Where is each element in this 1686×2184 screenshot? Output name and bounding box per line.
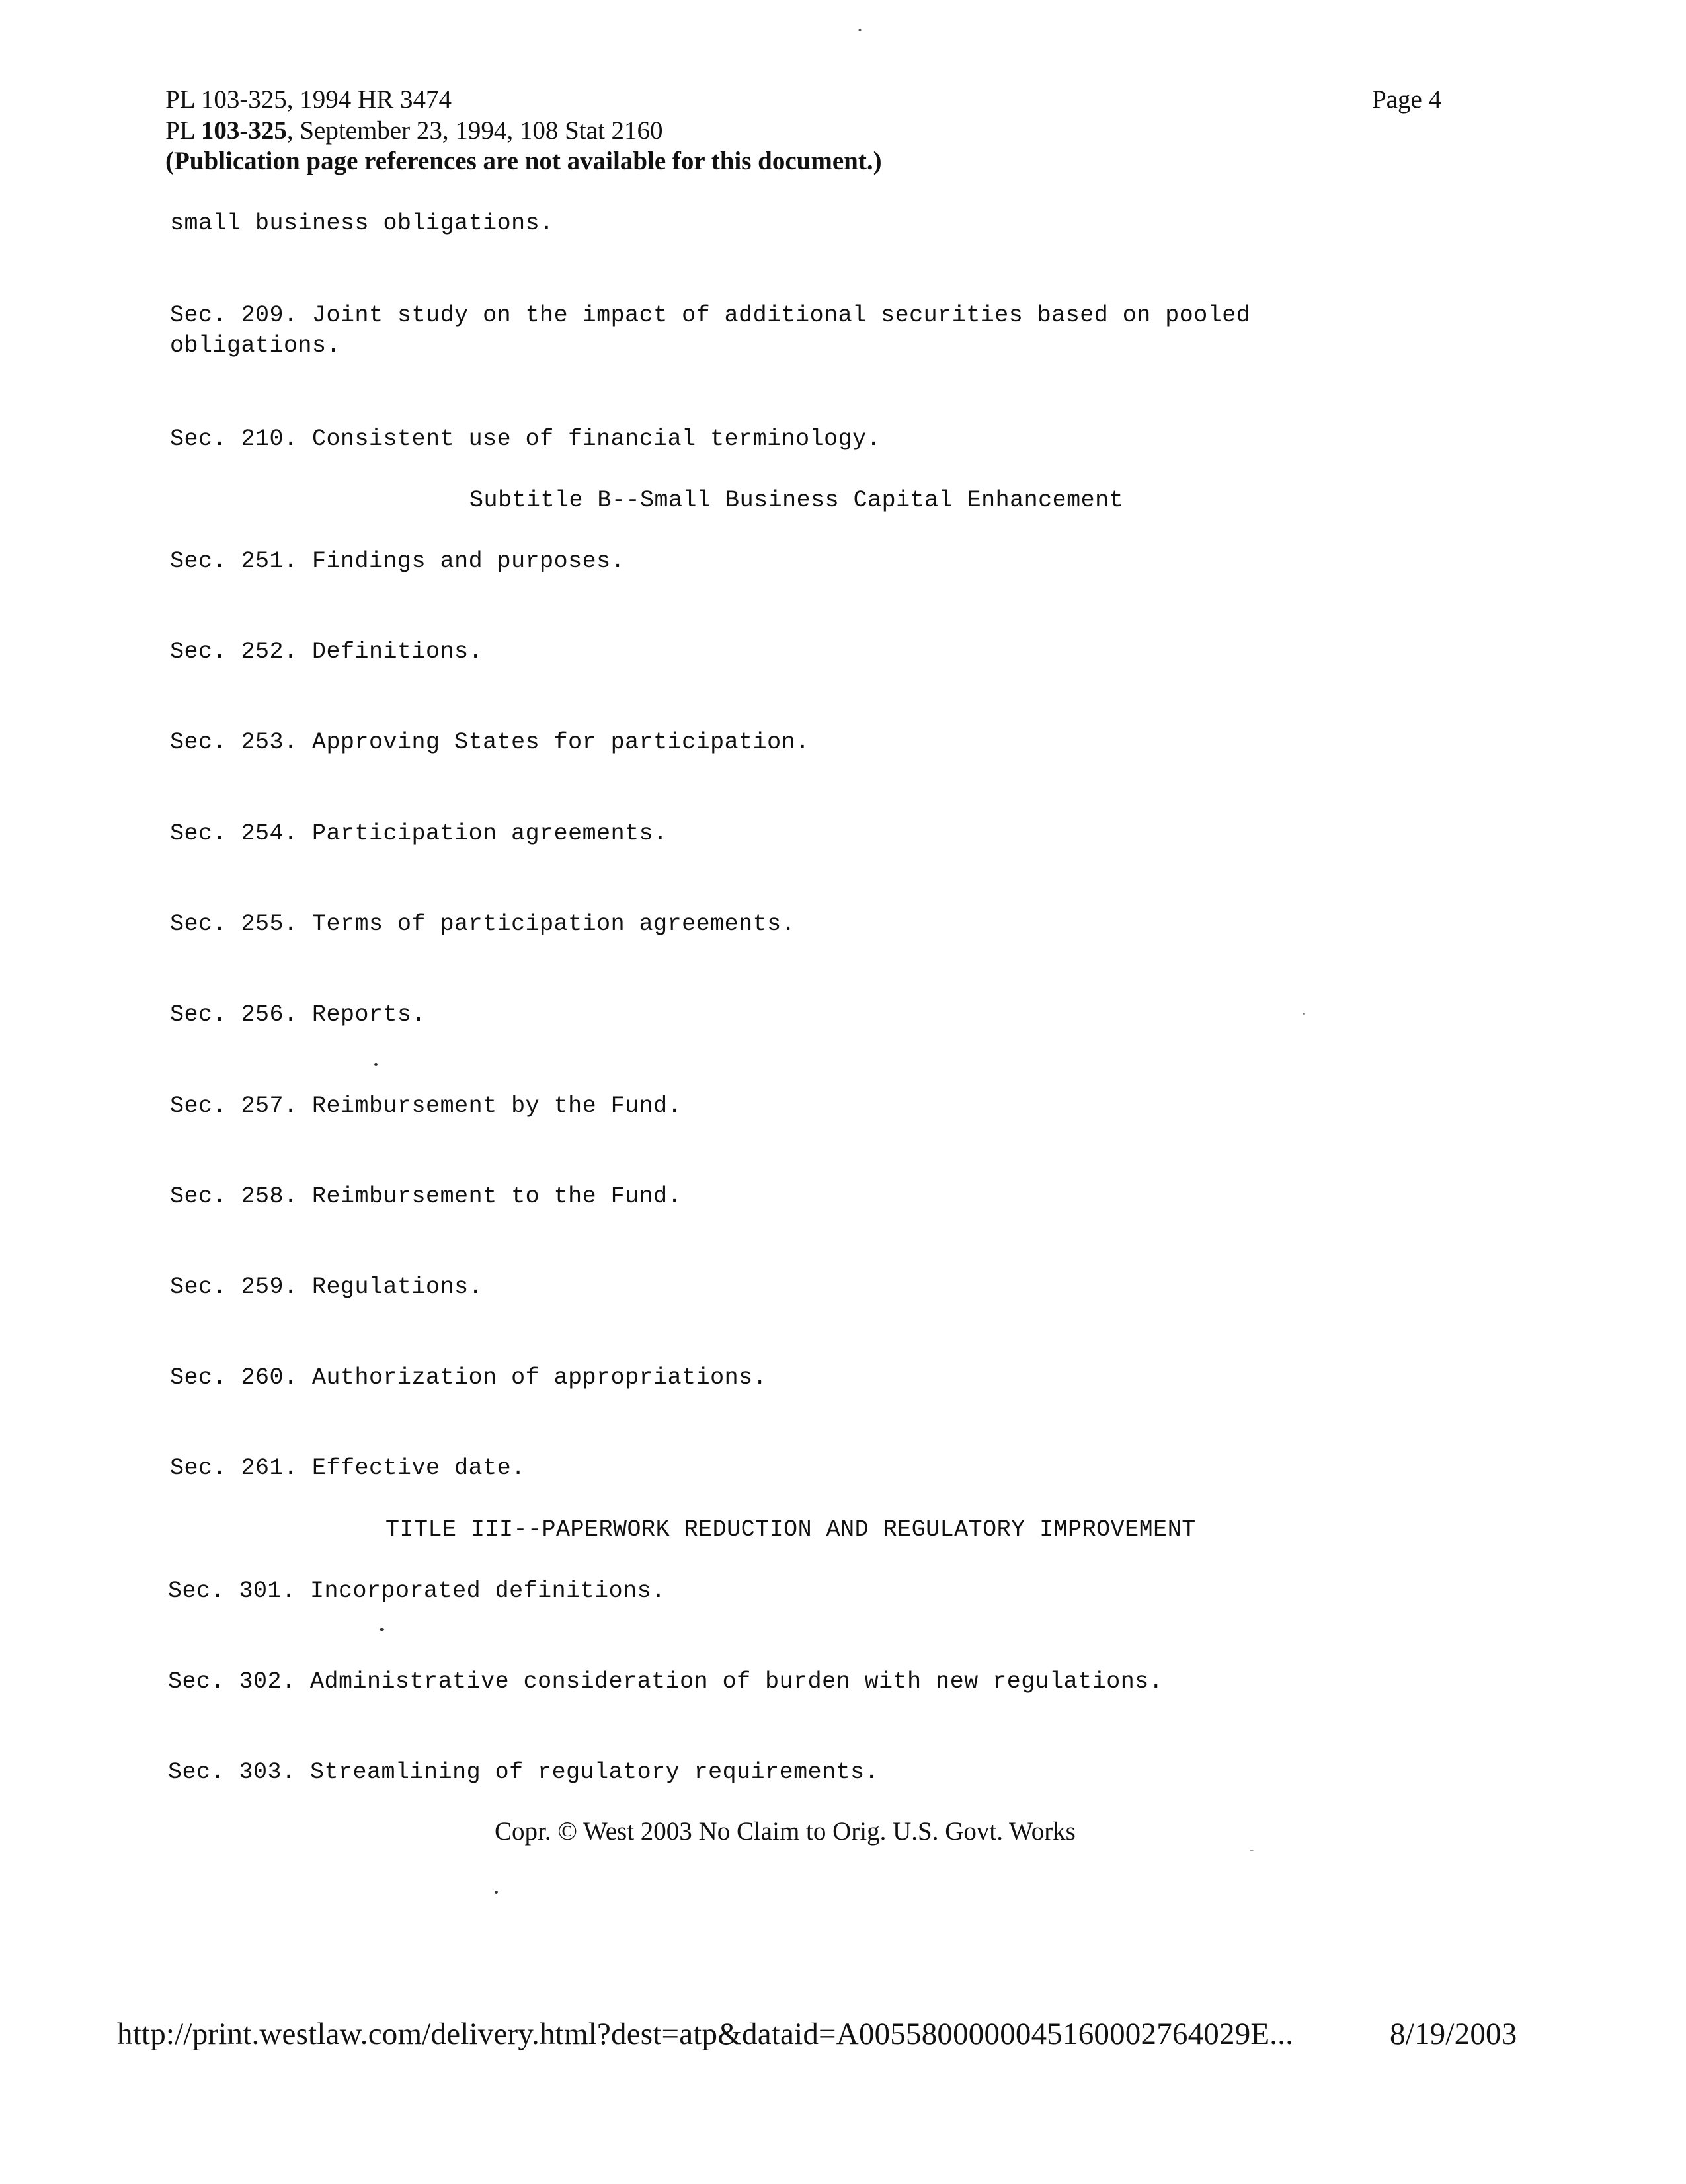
header-citation-2-suffix: , September 23, 1994, 108 Stat 2160: [286, 116, 663, 145]
toc-sec-303: Sec. 303. Streamlining of regulatory requirements.: [168, 1759, 879, 1785]
toc-sec-257: Sec. 257. Reimbursement by the Fund.: [170, 1093, 682, 1119]
scan-speck: [1303, 1013, 1305, 1015]
header-citation-2: [165, 116, 663, 146]
header-citation-2-bold: 103-325: [200, 116, 287, 145]
scan-speck: [1250, 1850, 1254, 1851]
toc-sec-260: Sec. 260. Authorization of appropriations.: [170, 1364, 768, 1391]
scan-speck: [374, 1063, 378, 1066]
page-number: Page 4: [1371, 85, 1441, 114]
toc-sec-259: Sec. 259. Regulations.: [170, 1274, 483, 1300]
scan-speck: [380, 1628, 384, 1631]
toc-sec-301: Sec. 301. Incorporated definitions.: [168, 1578, 666, 1604]
toc-sec-261: Sec. 261. Effective date.: [170, 1455, 526, 1481]
header-citation-1: PL 103-325, 1994 HR 3474: [165, 85, 452, 114]
scan-speck: [495, 1891, 498, 1894]
toc-sec-210: Sec. 210. Consistent use of financial terminology.: [170, 426, 881, 452]
toc-sec-258: Sec. 258. Reimbursement to the Fund.: [170, 1183, 682, 1210]
title-iii-heading: TITLE III--PAPERWORK REDUCTION AND REGULATORY IMPROVEMENT: [385, 1516, 1196, 1543]
toc-sec-253: Sec. 253. Approving States for participation.: [170, 729, 810, 756]
toc-sec-302: Sec. 302. Administrative consideration of burden with new regulations.: [168, 1668, 1164, 1695]
toc-sec-251: Sec. 251. Findings and purposes.: [170, 548, 625, 574]
copyright-notice: Copr. © West 2003 No Claim to Orig. U.S. Govt. Works: [495, 1817, 1076, 1846]
header-citation-2-prefix: PL: [165, 116, 201, 145]
toc-sec-254: Sec. 254. Participation agreements.: [170, 820, 668, 847]
toc-sec-256: Sec. 256. Reports.: [170, 1001, 426, 1028]
toc-sec-255: Sec. 255. Terms of participation agreements.: [170, 911, 796, 937]
footer-url: http://print.westlaw.com/delivery.html?dest=atp&dataid=A0055800000045160002764029E...: [117, 2017, 1294, 2051]
header-publication-note: (Publication page references are not available for this document.): [165, 147, 882, 175]
toc-sec-209-line-2: obligations.: [170, 332, 341, 359]
toc-continuation: small business obligations.: [170, 210, 554, 237]
toc-sec-252: Sec. 252. Definitions.: [170, 639, 483, 665]
toc-sec-209-line-1: Sec. 209. Joint study on the impact of additional securities based on pooled: [170, 302, 1251, 329]
footer-date: 8/19/2003: [1390, 2017, 1517, 2051]
scan-speck: [858, 29, 862, 31]
subtitle-b-heading: Subtitle B--Small Business Capital Enhancement: [469, 487, 1124, 514]
